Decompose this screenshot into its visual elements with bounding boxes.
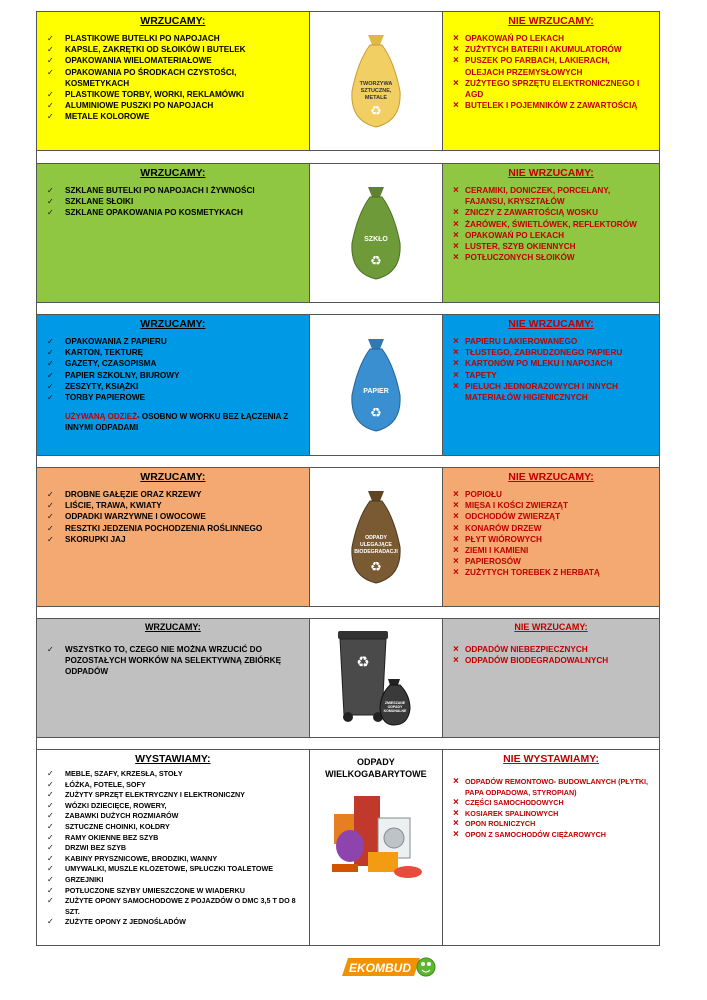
section-bulky	[36, 749, 660, 946]
bulky-column	[310, 750, 443, 945]
forbidden-item: × PAPIEROSÓW	[451, 556, 651, 567]
forbidden-item: × ZUŻYTYCH TOREBEK Z HERBATĄ	[451, 567, 651, 578]
yellow-allowed	[37, 12, 310, 150]
allowed-item: ✓ ZUŻYTE OPONY SAMOCHODOWE Z POJAZDÓW O DMC 3,5 T DO 8 SZT.	[45, 896, 301, 917]
allowed-item: ✓ ŁÓŻKA, FOTELE, SOFY	[45, 780, 301, 791]
bag-label-3: BIODEGRADACJI	[354, 549, 398, 555]
spacer	[36, 151, 660, 163]
bag-icon	[344, 487, 408, 587]
logo-text: EKOMBUD	[349, 961, 411, 975]
forbidden-item: × ZNICZY Z ZAWARTOŚCIĄ WOSKU	[451, 207, 651, 218]
allowed-list	[45, 336, 301, 403]
forbidden-item: × MIĘSA I KOŚCI ZWIERZĄT	[451, 500, 651, 511]
allowed-item: ✓ OPAKOWANIA WIELOMATERIAŁOWE	[45, 55, 301, 66]
allowed-header: WYSTAWIAMY:	[135, 753, 211, 765]
allowed-header: WRZUCAMY:	[144, 622, 201, 632]
allowed-item: ✓ SZTUCZNE CHOINKI, KOŁDRY	[45, 822, 301, 833]
forbidden-item: × OPAKOWAŃ PO LEKACH	[451, 33, 651, 44]
forbidden-item: × ODCHODÓW ZWIERZĄT	[451, 511, 651, 522]
allowed-item: ✓ ZESZYTY, KSIĄŻKI	[45, 381, 301, 392]
bulky-waste-icon	[328, 788, 424, 884]
forbidden-item: × ZUŻYTEGO SPRZĘTU ELEKTRONICZNEGO I AGD	[451, 78, 651, 100]
recycle-icon: ♻	[370, 405, 382, 420]
yellow-forbidden	[443, 12, 659, 150]
recycle-icon: ♻	[370, 253, 382, 268]
forbidden-item: × LUSTER, SZYB OKIENNYCH	[451, 241, 651, 252]
forbidden-item: × ZUŻYTYCH BATERII I AKUMULATORÓW	[451, 44, 651, 55]
forbidden-header: NIE WRZUCAMY:	[508, 167, 594, 179]
forbidden-header: NIE WRZUCAMY:	[508, 471, 594, 483]
forbidden-item: × ZIEMI I KAMIENI	[451, 545, 651, 556]
allowed-item: ✓ SZKLANE BUTELKI PO NAPOJACH I ŻYWNOŚCI	[45, 185, 301, 196]
forbidden-list	[451, 185, 651, 263]
allowed-item: ✓ SZKLANE SŁOIKI	[45, 196, 301, 207]
allowed-list	[45, 33, 301, 123]
allowed-header: WRZUCAMY:	[140, 15, 206, 27]
blue-allowed	[37, 315, 310, 455]
forbidden-item: × TAPETY	[451, 370, 651, 381]
bag-label-3: METALE	[364, 95, 387, 101]
forbidden-header: NIE WRZUCAMY:	[508, 318, 594, 330]
allowed-item: ✓ RESZTKI JEDZENIA POCHODZENIA ROŚLINNEGO	[45, 523, 301, 534]
allowed-item: ✓ TORBY PAPIEROWE	[45, 392, 301, 403]
bag-label-1: SZKŁO	[363, 236, 388, 243]
allowed-list	[45, 489, 301, 545]
grey-forbidden	[443, 619, 659, 737]
bag-label-1: ODPADY	[364, 535, 387, 541]
section-paper	[36, 314, 660, 456]
bag-column	[310, 164, 443, 302]
forbidden-item: × CERAMIKI, DONICZEK, PORCELANY, FAJANSU, KRYSZTAŁÓW	[451, 185, 651, 207]
allowed-item: ✓ KABINY PRYSZNICOWE, BRODZIKI, WANNY	[45, 854, 301, 865]
recycle-icon: ♻	[370, 559, 382, 574]
allowed-item: ✓ PAPIER SZKOLNY, BIUROWY	[45, 370, 301, 381]
allowed-item: ✓ WÓZKI DZIECIĘCE, ROWERY,	[45, 801, 301, 812]
bag-column	[310, 12, 443, 150]
bag-label-2: ODPADY	[387, 705, 403, 709]
orange-forbidden	[443, 468, 659, 606]
blue-forbidden	[443, 315, 659, 455]
bin-column	[310, 619, 443, 737]
forbidden-item: × ODPADÓW NIEBEZPIECZNYCH	[451, 644, 651, 655]
bag-column	[310, 468, 443, 606]
forbidden-list	[451, 336, 651, 403]
section-mixed	[36, 618, 660, 738]
bag-label-1: PAPIER	[363, 388, 389, 395]
allowed-item: ✓ GAZETY, CZASOPISMA	[45, 358, 301, 369]
forbidden-item: × POTŁUCZONYCH SŁOIKÓW	[451, 252, 651, 263]
spacer	[36, 303, 660, 314]
bin-icon	[334, 629, 418, 727]
allowed-header: WRZUCAMY:	[140, 167, 206, 179]
forbidden-item: × CZĘŚCI SAMOCHODOWYCH	[451, 798, 651, 809]
allowed-item: ✓ ZABAWKI DUŻYCH ROZMIARÓW	[45, 811, 301, 822]
allowed-item: ✓ POTŁUCZONE SZYBY UMIESZCZONE W WIADERKU	[45, 886, 301, 897]
forbidden-item: × ŻARÓWEK, ŚWIETLÓWEK, REFLEKTORÓW	[451, 219, 651, 230]
bulky-title	[325, 756, 427, 780]
section-plastics-metals	[36, 11, 660, 151]
forbidden-list	[451, 33, 651, 111]
allowed-item: ✓ ODPADKI WARZYWNE I OWOCOWE	[45, 511, 301, 522]
forbidden-item: × PŁYT WIÓROWYCH	[451, 534, 651, 545]
forbidden-item: × KOSIAREK SPALINOWYCH	[451, 809, 651, 820]
bulky-forbidden	[443, 750, 659, 945]
forbidden-header: NIE WRZUCAMY:	[508, 15, 594, 27]
allowed-item: ✓ PLASTIKOWE BUTELKI PO NAPOJACH	[45, 33, 301, 44]
allowed-item: ✓ ALUMINIOWE PUSZKI PO NAPOJACH	[45, 100, 301, 111]
green-allowed	[37, 164, 310, 302]
allowed-item: ✓ UMYWALKI, MUSZLE KLOZETOWE, SPŁUCZKI TOALETOWE	[45, 864, 301, 875]
spacer	[36, 456, 660, 467]
allowed-item: ✓ ZUŻYTY SPRZĘT ELEKTRYCZNY I ELEKTRONICZNY	[45, 790, 301, 801]
allowed-item: ✓ WSZYSTKO TO, CZEGO NIE MOŻNA WRZUCIĆ DO POZOSTAŁYCH WORKÓW NA SELEKTYWNĄ ZBIÓRKĘ ODPADÓW	[45, 644, 301, 678]
bag-label-1: ZMIESZANE	[384, 701, 405, 705]
forbidden-item: × PUSZEK PO FARBACH, LAKIERACH, OLEJACH PRZEMYSŁOWYCH	[451, 55, 651, 77]
section-bio	[36, 467, 660, 607]
recycle-icon: ♻	[356, 654, 370, 671]
bag-label-2: ULEGAJĄCE	[359, 542, 392, 548]
forbidden-header: NIE WYSTAWIAMY:	[503, 753, 599, 765]
allowed-item: ✓ SZKLANE OPAKOWANIA PO KOSMETYKACH	[45, 207, 301, 218]
note-rest: - OSOBNO W WORKU BEZ ŁĄCZENIA Z INNYMI ODPADAMI	[65, 412, 289, 433]
allowed-item: ✓ DRZWI BEZ SZYB	[45, 843, 301, 854]
forbidden-item: × KONARÓW DRZEW	[451, 523, 651, 534]
forbidden-item: × POPIOŁU	[451, 489, 651, 500]
spacer	[36, 738, 660, 749]
bulky-allowed	[37, 750, 310, 945]
allowed-item: ✓ METALE KOLOROWE	[45, 111, 301, 122]
forbidden-item: × OPON Z SAMOCHODÓW CIĘŻAROWYCH	[451, 830, 651, 841]
allowed-list	[45, 769, 301, 928]
bag-column	[310, 315, 443, 455]
forbidden-item: × TŁUSTEGO, ZABRUDZONEGO PAPIERU	[451, 347, 651, 358]
bag-icon	[344, 31, 408, 131]
allowed-item: ✓ SKORUPKI JAJ	[45, 534, 301, 545]
forbidden-item: × ODPADÓW BIODEGRADOWALNYCH	[451, 655, 651, 666]
allowed-item: ✓ KAPSLE, ZAKRĘTKI OD SŁOIKÓW I BUTELEK	[45, 44, 301, 55]
grey-allowed	[37, 619, 310, 737]
bag-icon	[344, 183, 408, 283]
bag-label-3: KOMUNALNE	[383, 709, 407, 713]
bulky-title-2: WIELKOGABARYTOWE	[325, 769, 427, 779]
spacer	[36, 607, 660, 618]
allowed-header: WRZUCAMY:	[140, 318, 206, 330]
green-forbidden	[443, 164, 659, 302]
forbidden-item: × OPON ROLNICZYCH	[451, 819, 651, 830]
allowed-item: ✓ DROBNE GAŁĘZIE ORAZ KRZEWY	[45, 489, 301, 500]
bag-label-2: SZTUCZNE,	[360, 88, 392, 94]
forbidden-header: NIE WRZUCAMY:	[514, 622, 588, 632]
bulky-title-1: ODPADY	[356, 757, 395, 767]
forbidden-item: × BUTELEK I POJEMNIKÓW Z ZAWARTOŚCIĄ	[451, 100, 651, 111]
recycle-icon: ♻	[370, 103, 382, 118]
allowed-list	[45, 185, 301, 219]
bag-icon	[344, 335, 408, 435]
allowed-list	[45, 644, 301, 678]
forbidden-item: × PAPIERU LAKIEROWANEGO	[451, 336, 651, 347]
forbidden-item: × OPAKOWAŃ PO LEKACH	[451, 230, 651, 241]
section-glass	[36, 163, 660, 303]
ekombud-logo	[342, 950, 436, 984]
allowed-item: ✓ KARTON, TEKTURĘ	[45, 347, 301, 358]
allowed-item: ✓ OPAKOWANIA Z PAPIERU	[45, 336, 301, 347]
forbidden-item: × KARTONÓW PO MLEKU I NAPOJACH	[451, 358, 651, 369]
bag-label-1: TWORZYWA	[359, 81, 393, 87]
allowed-item: ✓ ZUŻYTE OPONY Z JEDNOŚLADÓW	[45, 917, 301, 928]
forbidden-list	[451, 489, 651, 579]
allowed-item: ✓ OPAKOWANIA PO ŚRODKACH CZYSTOŚCI, KOSMETYKACH	[45, 67, 301, 89]
allowed-item: ✓ MEBLE, SZAFY, KRZESŁA, STOŁY	[45, 769, 301, 780]
forbidden-list	[451, 777, 651, 841]
allowed-item: ✓ LIŚCIE, TRAWA, KWIATY	[45, 500, 301, 511]
note-red: UŻYWANĄ ODZIEŻ	[65, 412, 137, 422]
orange-allowed	[37, 468, 310, 606]
allowed-item: ✓ GRZEJNIKI	[45, 875, 301, 886]
allowed-item: ✓ RAMY OKIENNE BEZ SZYB	[45, 833, 301, 844]
allowed-item: ✓ PLASTIKOWE TORBY, WORKI, REKLAMÓWKI	[45, 89, 301, 100]
forbidden-item: × PIELUCH JEDNORAZOWYCH I INNYCH MATERIAŁÓW HIGIENICZNYCH	[451, 381, 651, 403]
forbidden-item: × ODPADÓW REMONTOWO- BUDOWLANYCH (PŁYTKI, PAPA ODPADOWA, STYROPIAN)	[451, 777, 651, 798]
allowed-header: WRZUCAMY:	[140, 471, 206, 483]
forbidden-list	[451, 644, 651, 666]
clothing-note	[45, 411, 301, 433]
